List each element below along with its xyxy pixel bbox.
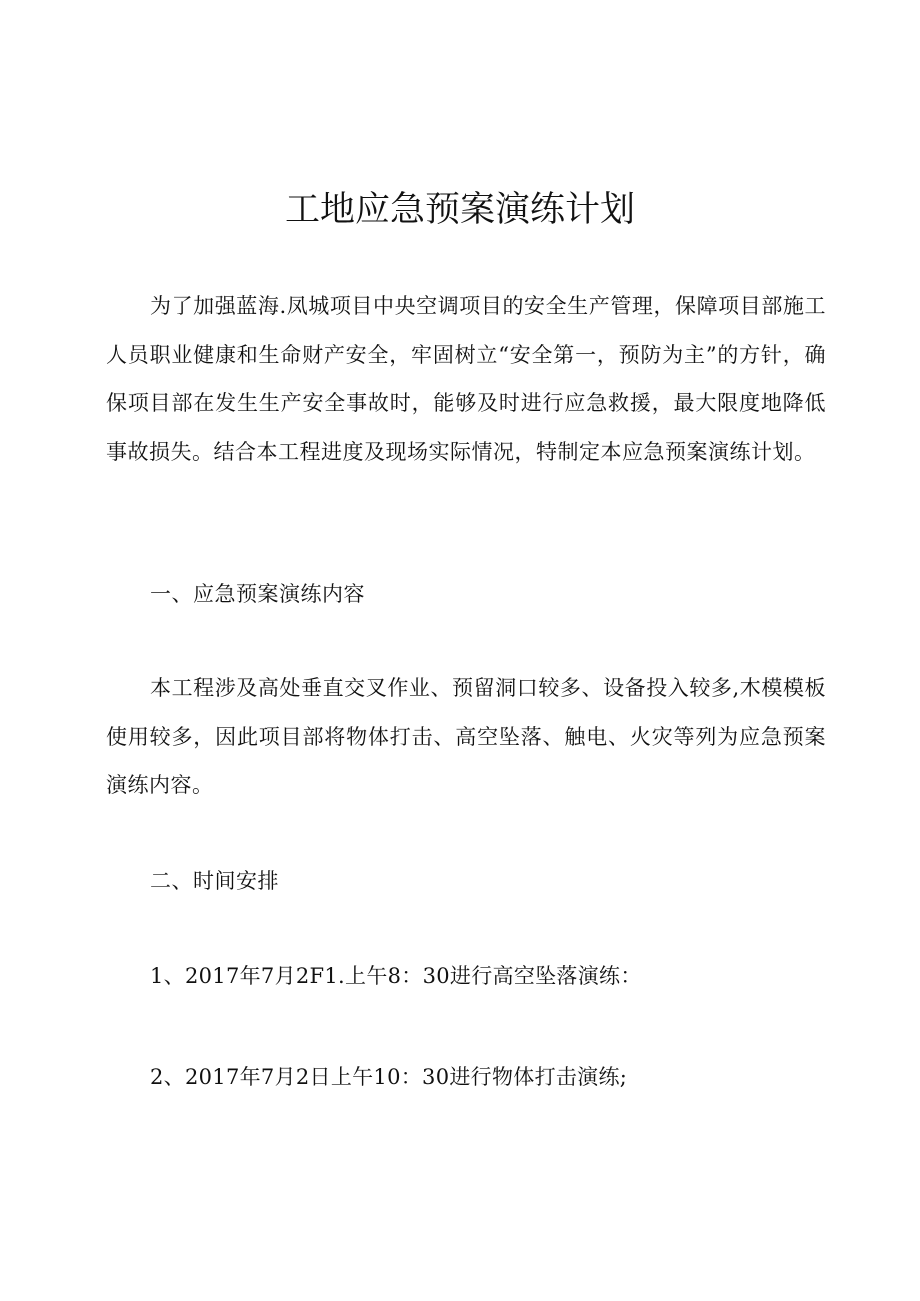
drill-content-paragraph: 本工程涉及高处垂直交叉作业、预留洞口较多、设备投入较多,木模模板使用较多，因此项目部将物体打击、高空坠落、触电、火灾等列为应急预案演练内容。 (106, 676, 826, 797)
section-heading-drill-content: 一、应急预案演练内容 (150, 582, 365, 606)
section-heading-schedule: 二、时间安排 (150, 869, 279, 893)
schedule-item: 2、2017年7月2日上午10：30进行物体打击演练; (150, 1065, 628, 1089)
schedule-item: 1、2017年7月2F1.上午8：30进行高空坠落演练： (150, 964, 642, 988)
intro-paragraph: 为了加强蓝海.凤城项目中央空调项目的安全生产管理，保障项目部施工人员职业健康和生命财产安全，牢固树立“安全第一，预防为主”的方针，确保项目部在发生生产安全事故时，能够及时进行应急救援，最大限度地降低事故损失。结合本工程进度及现场实际情况，特制定本应急预案演练计划。 (106, 294, 826, 464)
document-title: 工地应急预案演练计划 (284, 190, 635, 230)
